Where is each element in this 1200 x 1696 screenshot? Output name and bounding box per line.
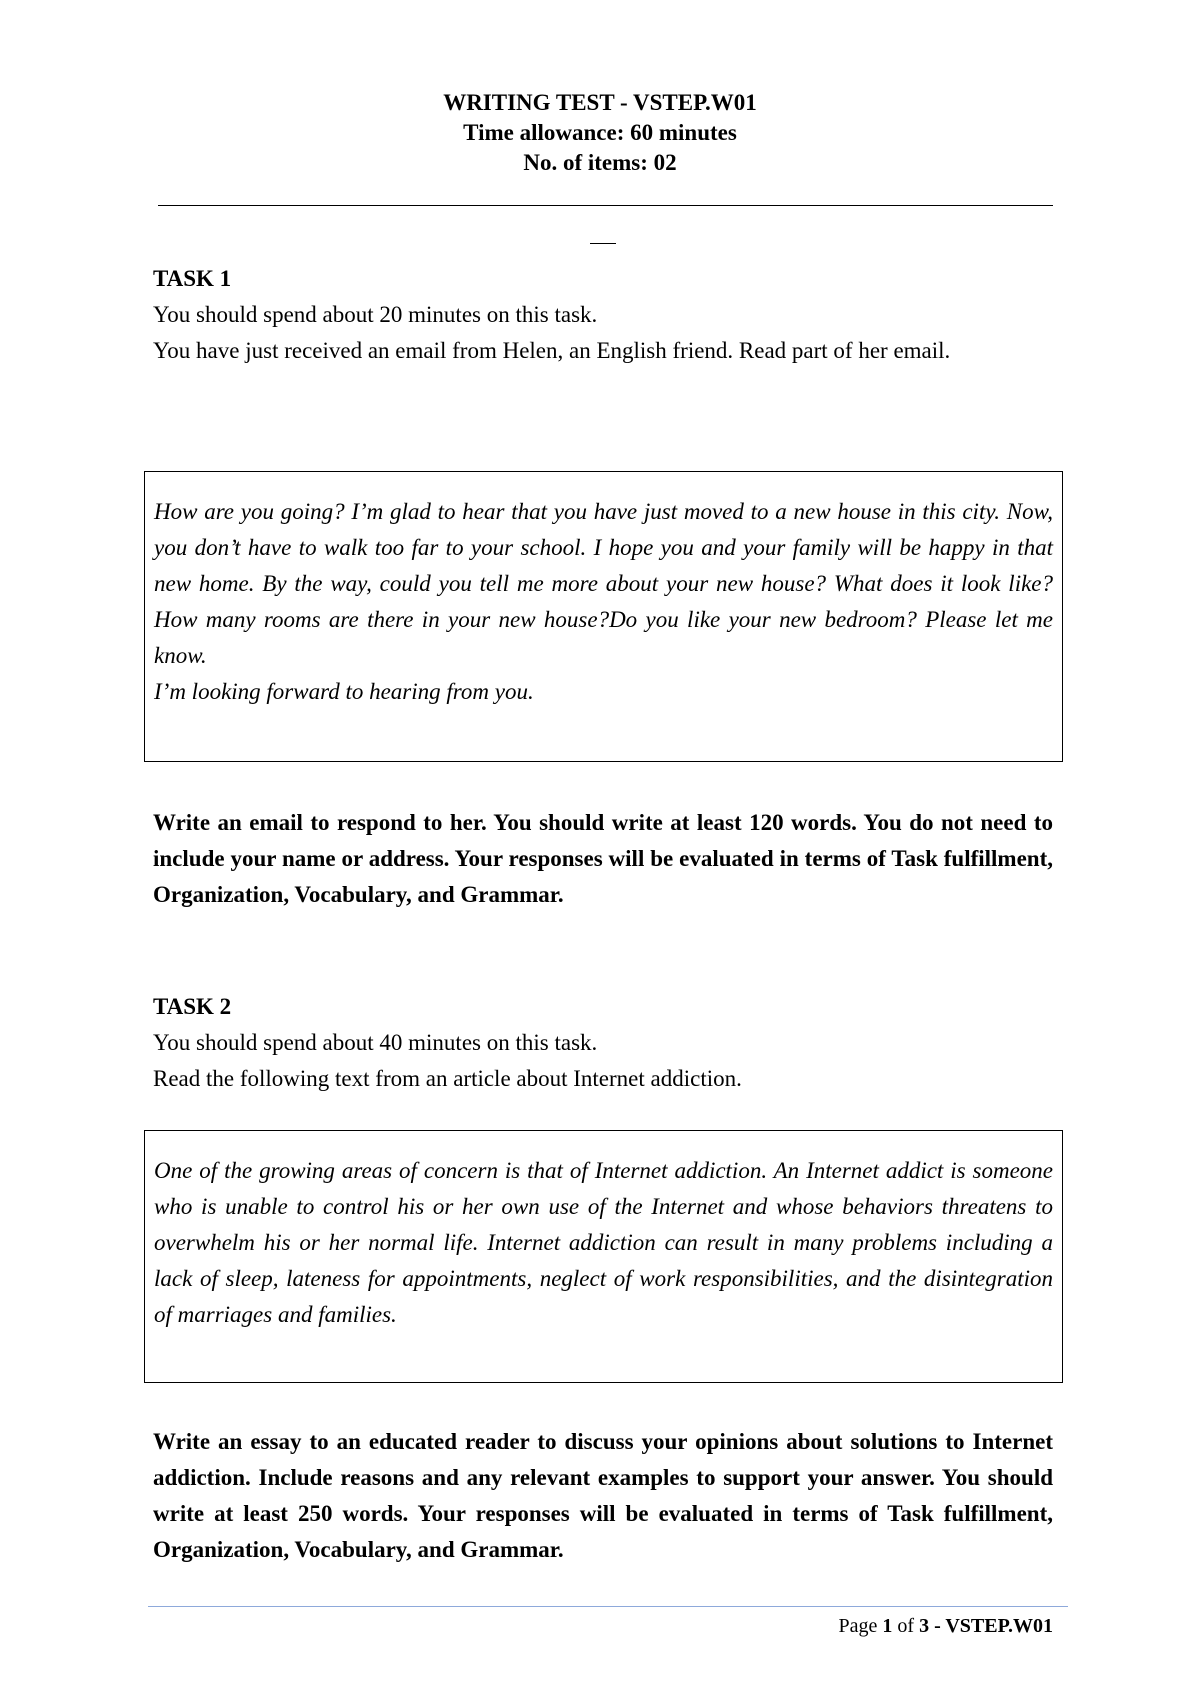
task1-time-note: You should spend about 20 minutes on this task. (153, 302, 598, 327)
header-separator-dash (590, 243, 616, 244)
task1-title: TASK 1 (153, 266, 232, 291)
footer-of-word: of (897, 1615, 915, 1637)
task2-time-note: You should spend about 40 minutes on this task. (153, 1030, 598, 1055)
task2-context: Read the following text from an article about Internet addiction. (153, 1066, 742, 1091)
time-allowance: Time allowance: 60 minutes (463, 120, 737, 145)
task1-intro (153, 261, 1053, 369)
task1-instruction-block (153, 805, 1053, 913)
task1-email-body: How are you going? I’m glad to hear that you have just moved to a new house in this city. Now, you don’t have to walk too far to your school. I hope you and your family will be happy in that new home. By the way, could you tell me more about your new house? What does it look like? How many rooms are there in your new house?Do you like your new bedroom? Please let me know. (154, 499, 1053, 668)
footer-test-code: - VSTEP.W01 (934, 1615, 1053, 1637)
footer-page-number: 1 (882, 1615, 893, 1637)
footer-rule (148, 1606, 1068, 1607)
task2-instruction: Write an essay to an educated reader to discuss your opinions about solutions to Internet addiction. Include reasons and any relevant examples to support your answer. You should write at least 250 words. Your responses will be evaluated in terms of Task fulfillment, Organization, Vocabulary, and Grammar. (153, 1429, 1053, 1562)
number-of-items: No. of items: 02 (523, 150, 677, 175)
footer-page-total: 3 (919, 1615, 930, 1637)
page-footer (839, 1613, 1054, 1639)
task1-email-closing: I’m looking forward to hearing from you. (154, 679, 534, 704)
task1-instruction: Write an email to respond to her. You should write at least 120 words. You do not need to include your name or address. Your responses will be evaluated in terms of Task fulfillment, Organization, Vocabulary, and Grammar. (153, 810, 1053, 907)
task2-article-text: One of the growing areas of concern is that of Internet addiction. An Internet addict is someone who is unable to control his or her own use of the Internet and whose behaviors threatens to overwhelm his or her normal life. Internet addiction can result in many problems including a lack of sleep, lateness for appointments, neglect of work responsibilities, and the disintegration of marriages and families. (154, 1158, 1053, 1327)
task1-context: You have just received an email from Helen, an English friend. Read part of her email. (153, 338, 951, 363)
footer-page-word: Page (838, 1615, 878, 1637)
header-separator (158, 205, 1053, 206)
task2-article-box (144, 1130, 1063, 1383)
task2-intro (153, 989, 1053, 1097)
test-header (0, 88, 1200, 178)
test-title: WRITING TEST - VSTEP.W01 (443, 90, 757, 115)
task2-instruction-block (153, 1424, 1053, 1568)
task1-email-box (144, 471, 1063, 762)
task2-title: TASK 2 (153, 994, 232, 1019)
